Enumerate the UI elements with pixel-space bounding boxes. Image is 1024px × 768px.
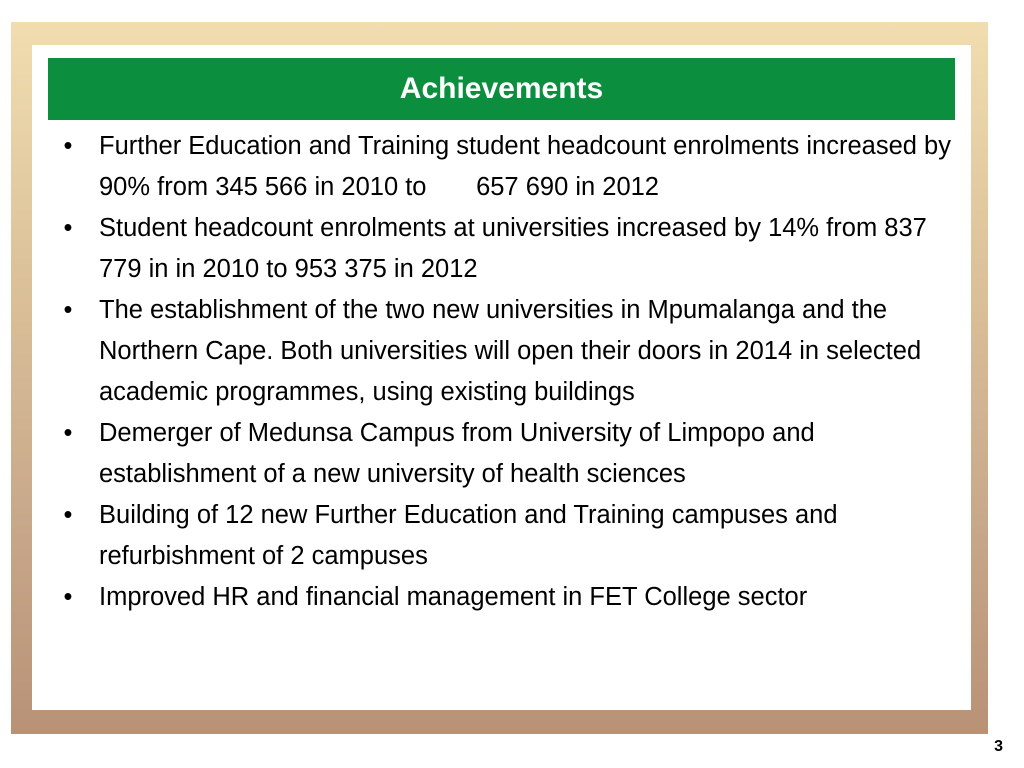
bullet-item — [56, 577, 952, 618]
bullet-icon: • — [63, 296, 73, 324]
bullet-icon: • — [63, 214, 73, 242]
bullet-item — [56, 208, 952, 290]
bullet-text: Student headcount enrolments at universities increased by 14% from 837 779 in in 2010 to 953 375 in 2012 — [99, 214, 927, 283]
bullet-icon: • — [63, 419, 73, 447]
bullet-text: Demerger of Medunsa Campus from University of Limpopo and establishment of a new university of health sciences — [99, 419, 815, 488]
bullet-icon: • — [63, 132, 73, 160]
bullet-text: The establishment of the two new universities in Mpumalanga and the Northern Cape. Both universities will open their doors in 2014 in selected academic programmes, using existing buildings — [99, 296, 922, 406]
bullet-item — [56, 290, 952, 413]
bullet-text: Improved HR and financial management in FET College sector — [99, 583, 808, 611]
bullet-item — [56, 495, 952, 577]
bullet-item — [56, 126, 959, 208]
bullet-text: Further Education and Training student headcount enrolments increased by 90% from 345 566 in 2010 to 657 690 in 2012 — [99, 132, 959, 201]
bullet-text: Building of 12 new Further Education and Training campuses and refurbishment of 2 campuses — [99, 501, 838, 570]
title-bar — [48, 58, 955, 120]
bullet-icon: • — [63, 583, 73, 611]
bullet-list — [56, 126, 959, 618]
bullet-item — [56, 413, 952, 495]
page-number: 3 — [994, 738, 1003, 755]
slide-title: Achievements — [399, 72, 604, 105]
bullet-icon: • — [63, 501, 73, 529]
